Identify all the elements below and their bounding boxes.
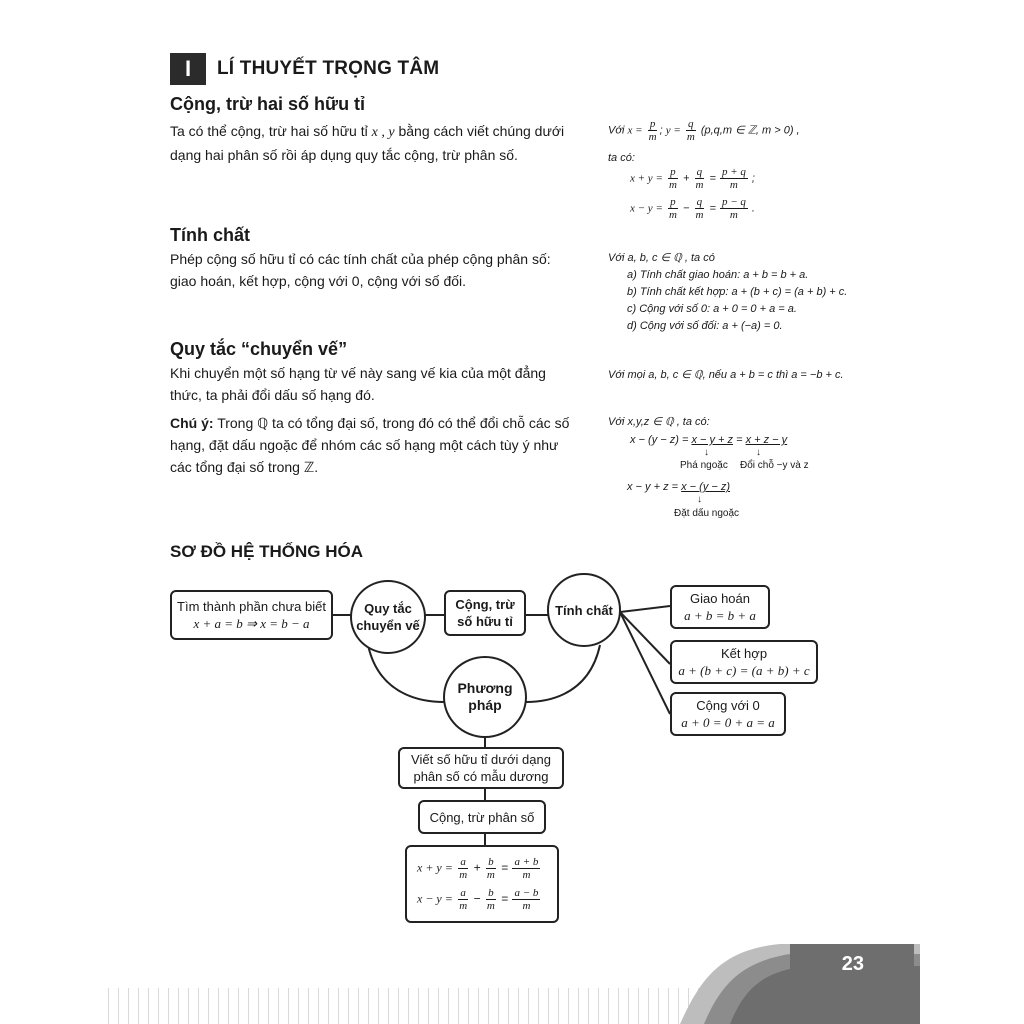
- add-sub-vars: x , y: [371, 125, 395, 140]
- transfer-rule-side: Với mọi a, b, c ∈ ℚ, nếu a + b = c thì a = −b + c.: [608, 369, 844, 381]
- fraction-formula-box: [405, 845, 559, 923]
- add-zero-title: Cộng với 0: [696, 698, 760, 713]
- properties-circle: Tính chất: [547, 573, 621, 647]
- section-title: LÍ THUYẾT TRỌNG TÂM: [217, 58, 440, 79]
- add-formula: x + y = $\frac{p}{m}$ + $\frac{q}{m}$ = $\frac{p + q}{m}$ ;: [630, 166, 755, 191]
- eq2-arrow: ↓: [697, 494, 702, 505]
- eq2-label: Đặt dấu ngoặc: [674, 508, 740, 519]
- sub-formula: x − y = $\frac{p}{m}$ − $\frac{q}{m}$ = $\frac{p - q}{m}$ .: [630, 196, 755, 221]
- property-a: a) Tính chất giao hoán: a + b = b + a.: [627, 269, 809, 281]
- eq1-label1: Phá ngoặc: [680, 460, 728, 471]
- add-sub-side-taco: ta có:: [608, 152, 635, 164]
- property-c: c) Cộng với số 0: a + 0 = 0 + a = a.: [627, 303, 797, 315]
- step-add-fraction-box: Cộng, trừ phân số: [418, 800, 546, 834]
- find-unknown-title: Tìm thành phần chưa biết: [177, 599, 326, 614]
- heading-add-sub: Cộng, trừ hai số hữu tỉ: [170, 94, 366, 114]
- note-eq1: x − (y − z) = x − y + z = x + z − y: [630, 434, 788, 446]
- eq2-rhs: x − (y − z): [681, 481, 731, 493]
- side-with: Với: [608, 124, 625, 137]
- method-circle: Phương pháp: [443, 656, 527, 738]
- properties-text: Phép cộng số hữu tỉ có các tính chất của phép cộng phân số: giao hoán, kết hợp, cộng với 0, cộng với số đối.: [170, 251, 551, 289]
- add-sub-text-part1: Ta có thể cộng, trừ hai số hữu tỉ: [170, 123, 368, 139]
- side-cond: (p,q,m ∈ ℤ, m > 0) ,: [700, 124, 800, 137]
- eq1-arrow1: ↓: [704, 447, 709, 458]
- add-sub-text-part2: bằng cách viết chúng dưới dạng hai phân số rồi áp dụng quy tắc cộng, trừ phân số.: [170, 123, 565, 163]
- associative-formula: a + (b + c) = (a + b) + c: [678, 663, 810, 678]
- note-side-intro: Với x,y,z ∈ ℚ , ta có:: [608, 416, 710, 428]
- add-sub-side-def: Với x = $\frac{p}{m}$ ; y = $\frac{q}{m}$ (p,q,m ∈ ℤ, m > 0) ,: [608, 118, 800, 143]
- fraction-add-formula: x + y = $\frac{a}{m}$ + $\frac{b}{m}$ = $\frac{a + b}{m}$: [417, 856, 539, 881]
- properties-side-intro: Với a, b, c ∈ ℚ , ta có: [608, 252, 715, 264]
- eq1-mid: x − y + z: [691, 434, 734, 446]
- associative-title: Kết hợp: [720, 646, 768, 661]
- heading-transfer-rule: Quy tắc “chuyển vế”: [170, 339, 348, 359]
- eq2-lhs: x − y + z =: [627, 481, 679, 493]
- transfer-rule-text: Khi chuyển một số hạng từ vế này sang vế kia của một đẳng thức, ta phải đổi dấu số hạng đó.: [170, 365, 546, 403]
- center-box: Cộng, trừ số hữu tỉ: [444, 590, 526, 636]
- property-b: b) Tính chất kết hợp: a + (b + c) = (a + b) + c.: [627, 286, 848, 298]
- note-body: Trong ℚ ta có tổng đại số, trong đó có thể đổi chỗ các số hạng, đặt dấu ngoặc để nhóm các số hạng một cách tùy ý như các tổng đại số trong ℤ.: [170, 415, 570, 475]
- page-number: 23: [841, 953, 864, 975]
- commutative-box: [670, 585, 770, 629]
- note-label: Chú ý:: [170, 415, 214, 431]
- eq1-label2: Đổi chỗ −y và z: [740, 460, 809, 471]
- property-d: d) Cộng với số đối: a + (−a) = 0.: [627, 320, 783, 332]
- find-unknown-box: [170, 590, 333, 640]
- transfer-rule-circle: Quy tắc chuyển vế: [350, 580, 426, 654]
- step-write-fraction-box: Viết số hữu tỉ dưới dạng phân số có mẫu dương: [398, 747, 564, 789]
- commutative-title: Giao hoán: [690, 591, 750, 606]
- diagram-heading: SƠ ĐỒ HỆ THỐNG HÓA: [170, 542, 364, 561]
- eq1-rhs: x + z − y: [745, 434, 788, 446]
- commutative-formula: a + b = b + a: [684, 608, 756, 623]
- add-zero-box: [670, 692, 786, 736]
- page-corner-decoration: [680, 940, 920, 1024]
- find-unknown-formula: x + a = b ⇒ x = b − a: [193, 616, 310, 631]
- eq1-arrow2: ↓: [756, 447, 761, 458]
- add-zero-formula: a + 0 = 0 + a = a: [681, 715, 775, 730]
- fraction-sub-formula: x − y = $\frac{a}{m}$ − $\frac{b}{m}$ = $\frac{a - b}{m}$: [417, 887, 539, 912]
- eq1-lhs: x − (y − z) =: [630, 434, 689, 446]
- section-badge: I: [170, 53, 206, 85]
- heading-properties: Tính chất: [170, 225, 250, 245]
- footer-ruled-lines: [108, 988, 728, 1024]
- associative-box: [670, 640, 818, 684]
